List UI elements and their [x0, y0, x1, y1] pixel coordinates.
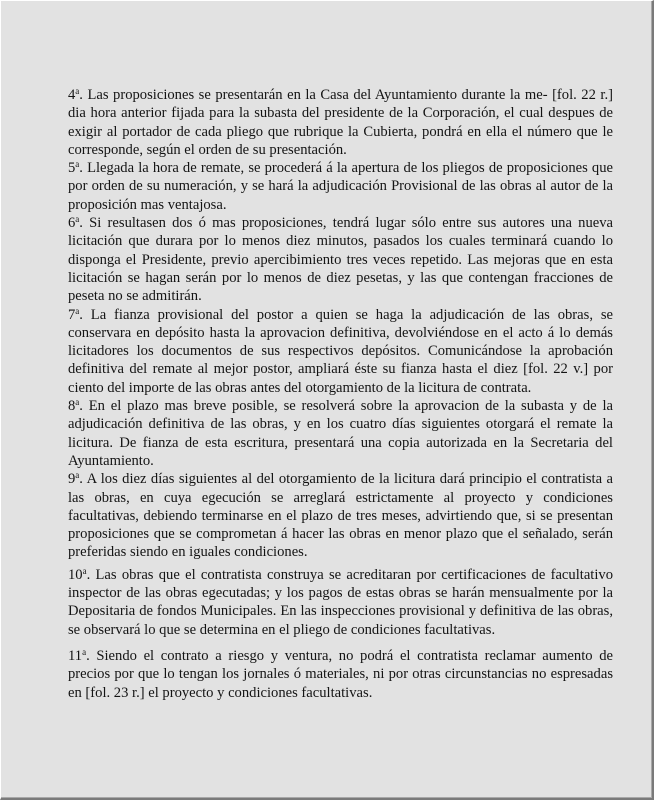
clause-11: [68, 647, 613, 702]
document-body: [68, 86, 613, 702]
clause-10: [68, 566, 613, 639]
clause-9: [68, 470, 613, 561]
clause-text: . La fianza provisional del postor a quien se haga la adjudicación de las obras, se conservara en depósito hasta la aprovacion definitiva, devolviéndose en el acto á lo demás licitadores los documentos de sus respectivos depósitos. Comunicándose la aprobación definitiva del remate al mejor postor, ampliará éste su fianza hasta el diez [fol. 22 v.] por ciento del importe de las obras antes del otorgamiento de la licitura de contrata.: [68, 306, 613, 396]
clause-6: [68, 214, 613, 305]
clause-text: . Si resultasen dos ó mas proposiciones, tendrá lugar sólo entre sus autores una nueva licitación que durara por lo menos diez minutos, pasados los cuales terminará cuando lo disponga el Presidente, previo apercibimiento tres veces repetido. Las mejoras que en esta licitación se hagan serán por lo menos de diez pesetas, y las que contengan fracciones de peseta no se admitirán.: [68, 215, 613, 305]
clause-number: 8: [68, 398, 76, 415]
ordinal-indicator: a: [82, 646, 87, 657]
clause-number: 10: [68, 566, 83, 583]
clause-text: . En el plazo mas breve posible, se resolverá sobre la aprovacion de la subasta y de la adjudicación definitiva de las obras, y en los cuatro días siguientes otorgará el remate la licitura. De fianza de esta escritura, presentará una copia autorizada en la Secretaria del Ayuntamiento.: [68, 398, 613, 469]
clause-text: . Siendo el contrato a riesgo y ventura, no podrá el contratista reclamar aumento de precios por que lo tengan los jornales ó materiales, ni por otras circunstancias no espresadas en [fol. 23 r.] el proyecto y condiciones facultativas.: [68, 647, 613, 701]
ordinal-indicator: a: [75, 305, 80, 316]
clause-number: 7: [68, 306, 76, 323]
ordinal-indicator: a: [75, 159, 80, 170]
ordinal-indicator: a: [75, 86, 80, 96]
ordinal-indicator: a: [75, 397, 80, 408]
ordinal-indicator: a: [75, 470, 80, 481]
ordinal-indicator: a: [75, 214, 80, 225]
clause-number: 4: [68, 87, 76, 103]
clause-number: 11: [68, 647, 83, 664]
clause-number: 6: [68, 215, 76, 232]
clause-number: 9: [68, 471, 76, 488]
clause-text: . A los diez días siguientes al del otorgamiento de la licitura dará principio el contratista a las obras, en cuya egecución se arreglará estrictamente al proyecto y condiciones facultativas, debiendo terminarse en el plazo de tres meses, advirtiendo que, si se presentan proposiciones que se comprometan á hacer las obras en menor plazo que el señalado, serán preferidas siendo en iguales condiciones.: [68, 471, 613, 561]
clause-text: . Las obras que el contratista construya se acreditaran por certificaciones de facultativo inspector de las obras egecutadas; y los pagos de estas obras se harán mensualmente por la Depositaria de fondos Municipales. En las inspecciones provisional y definitiva de las obras, se observará lo que se determina en el pliego de condiciones facultativas.: [68, 566, 613, 638]
clause-4: [68, 86, 613, 159]
clause-number: 5: [68, 160, 76, 177]
clause-8: [68, 397, 613, 470]
clause-text: . Llegada la hora de remate, se procederá á la apertura de los pliegos de proposiciones que por orden de su numeración, y se hará la adjudicación Provisional de las obras al autor de la proposición mas ventajosa.: [68, 160, 613, 213]
ordinal-indicator: a: [82, 565, 87, 576]
clause-5: [68, 159, 613, 214]
clause-7: [68, 306, 613, 397]
clause-text: . Las proposiciones se presentarán en la Casa del Ayuntamiento durante la me- [fol. 22 r.] dia hora anterior fijada para la subasta del presidente de la Corporación, el cual despues de exigir al portador de cada pliego que rubrique la Cubierta, pondrá en ella el número que le corresponde, según el orden de su presentación.: [68, 87, 613, 158]
